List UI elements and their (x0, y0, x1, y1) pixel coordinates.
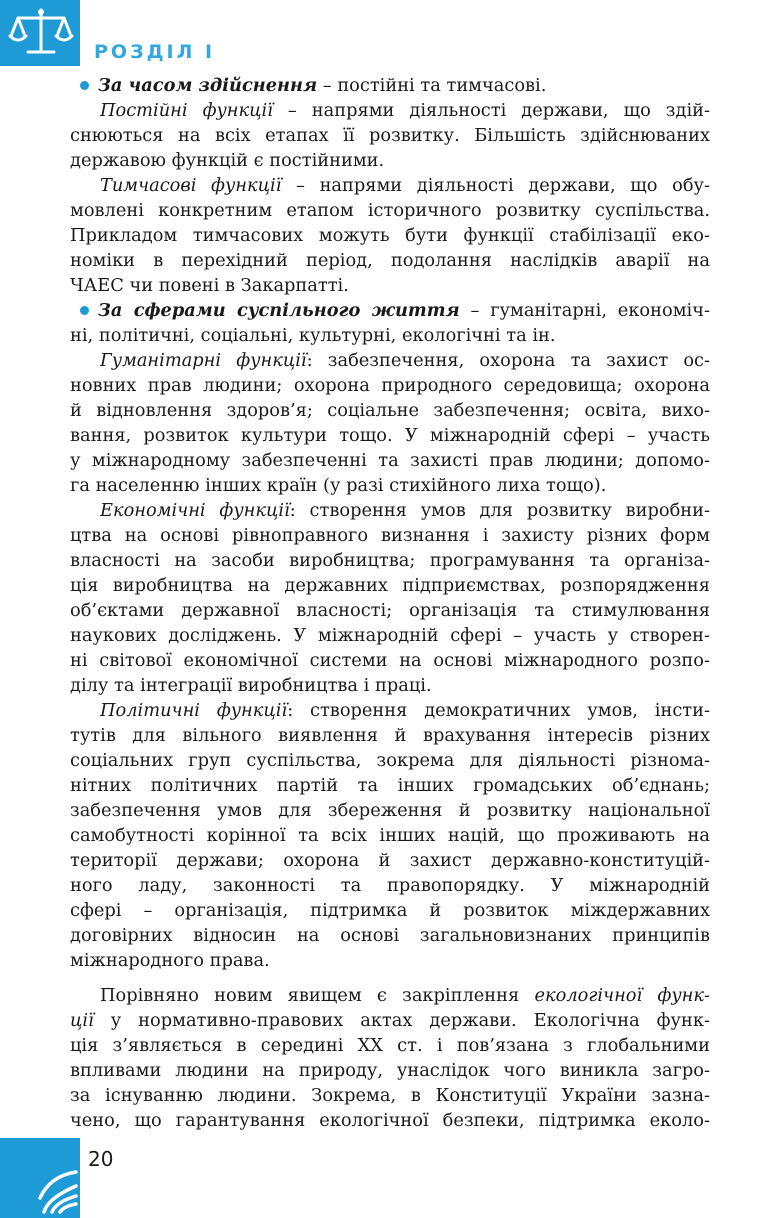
footer-corner-block (0, 1138, 80, 1218)
paragraph-line: мовлені конкретним етапом історичного розвитку суспільства. (70, 200, 710, 221)
paragraph-line: новних прав людини; охорона природного середовища; охорона (70, 375, 710, 396)
scales-icon (8, 6, 74, 62)
paragraph-line: вання, розвиток культури тощо. У міжнародній сфері – участь (70, 425, 710, 446)
term: ції (70, 1010, 94, 1031)
term: Тимчасові функції (100, 175, 282, 196)
paragraph-line: впливами людини на природу, унаслідок чого виникла загро- (70, 1060, 710, 1081)
bullet-dot (80, 306, 89, 315)
paragraph-line: соціальних груп суспільства, зокрема для діяльності різнома- (70, 750, 710, 771)
paragraph-line: ції у нормативно-правових актах держави. Екологічна функ- (70, 1010, 710, 1031)
paragraph-line: й відновлення здоров’я; соціальне забезпечення; освіта, вихо- (70, 400, 710, 421)
paragraph-line: номіки в перехідний період, подолання наслідків аварії на (70, 250, 710, 271)
header-corner-block (0, 0, 80, 66)
paragraph-line: ні світової економічної системи на основі міжнародного розпо- (70, 650, 710, 671)
paragraph-line: міжнародного права. (70, 950, 270, 971)
paragraph-line: за існуванню людини. Зокрема, в Конституції України зазна- (70, 1085, 710, 1106)
waves-icon (38, 1146, 78, 1216)
term: Економічні функції (100, 500, 290, 521)
section-title: РОЗДІЛ I (94, 41, 216, 63)
paragraph-line: га населенню інших країн (у разі стихійного лиха тощо). (70, 475, 607, 496)
paragraph-line: Постійні функції – напрями діяльності держави, що здій- (100, 100, 710, 121)
bullet-item-time: За часом здійснення – постійні та тимчасові. (70, 73, 710, 98)
paragraph-line: сфері – організація, підтримка й розвиток міждержавних (70, 900, 710, 921)
paragraph-line: власності на засоби виробництва; програмування та організа- (70, 550, 710, 571)
paragraph-line: нітних політичних партій та інших громадських об’єднань; (70, 775, 710, 796)
paragraph-line: ЧАЕС чи повені в Закарпатті. (70, 275, 349, 296)
bullet-term: За часом здійснення (98, 75, 318, 96)
paragraph-line: цтва на основі рівноправного визнання і захисту різних форм (70, 525, 710, 546)
paragraph-line: ного ладу, законності та правопорядку. У міжнародній (70, 875, 710, 896)
paragraph-line: Порівняно новим явищем є закріплення екологічної функ- (100, 985, 711, 1006)
paragraph-line: самобутності корінної та всіх інших націй, що проживають на (70, 825, 710, 846)
bullet-dot (80, 81, 89, 90)
paragraph-line: Прикладом тимчасових можуть бути функції стабілізації еко- (70, 225, 710, 246)
page-body (70, 73, 710, 1133)
term: Гуманітарні функції (100, 350, 307, 371)
paragraph-line: ція виробництва на державних підприємствах, розпорядження (70, 575, 710, 596)
paragraph-line: чено, що гарантування екологічної безпеки, підтримка еколо- (70, 1110, 710, 1131)
paragraph-gap (70, 973, 710, 983)
paragraph-line: території держави; охорона й захист державно-конституцій- (70, 850, 710, 871)
term: екологічної функ- (534, 985, 711, 1006)
paragraph-line: тутів для вільного виявлення й врахування інтересів різних (70, 725, 710, 746)
bullet-term: За сферами суспільного життя (98, 300, 460, 321)
paragraph-line: Тимчасові функції – напрями діяльності держави, що обу- (100, 175, 710, 196)
paragraph-line: державою функцій є постійними. (70, 150, 385, 171)
term: Політичні функції (100, 700, 288, 721)
paragraph-line: договірних відносин на основі загальновизнаних принципів (70, 925, 710, 946)
paragraph-line: Гуманітарні функції: забезпечення, охорона та захист ос- (100, 350, 711, 371)
paragraph-line: наукових досліджень. У міжнародній сфері – участь у створен- (70, 625, 710, 646)
bullet-item-spheres: За сферами суспільного життя – гуманітарні, економіч- (70, 298, 710, 323)
paragraph-line: ні, політичні, соціальні, культурні, екологічні та ін. (70, 325, 556, 346)
paragraph-line: снюються на всіх етапах її розвитку. Більшість здійснюваних (70, 125, 710, 146)
paragraph-line: забезпечення умов для збереження й розвитку національної (70, 800, 710, 821)
paragraph-line: ділу та інтеграції виробництва і праці. (70, 675, 432, 696)
paragraph-line: ція з’являється в середині XX ст. і пов’язана з глобальними (70, 1035, 710, 1056)
paragraph-line: Політичні функції: створення демократичних умов, інсти- (100, 700, 710, 721)
term: Постійні функції (100, 100, 273, 121)
paragraph-line: Економічні функції: створення умов для розвитку виробни- (100, 500, 711, 521)
paragraph-line: у міжнародному забезпеченні та захисті прав людини; допомо- (70, 450, 710, 471)
page-number: 20 (88, 1147, 114, 1171)
paragraph-line: об’єктами державної власності; організація та стимулювання (70, 600, 710, 621)
